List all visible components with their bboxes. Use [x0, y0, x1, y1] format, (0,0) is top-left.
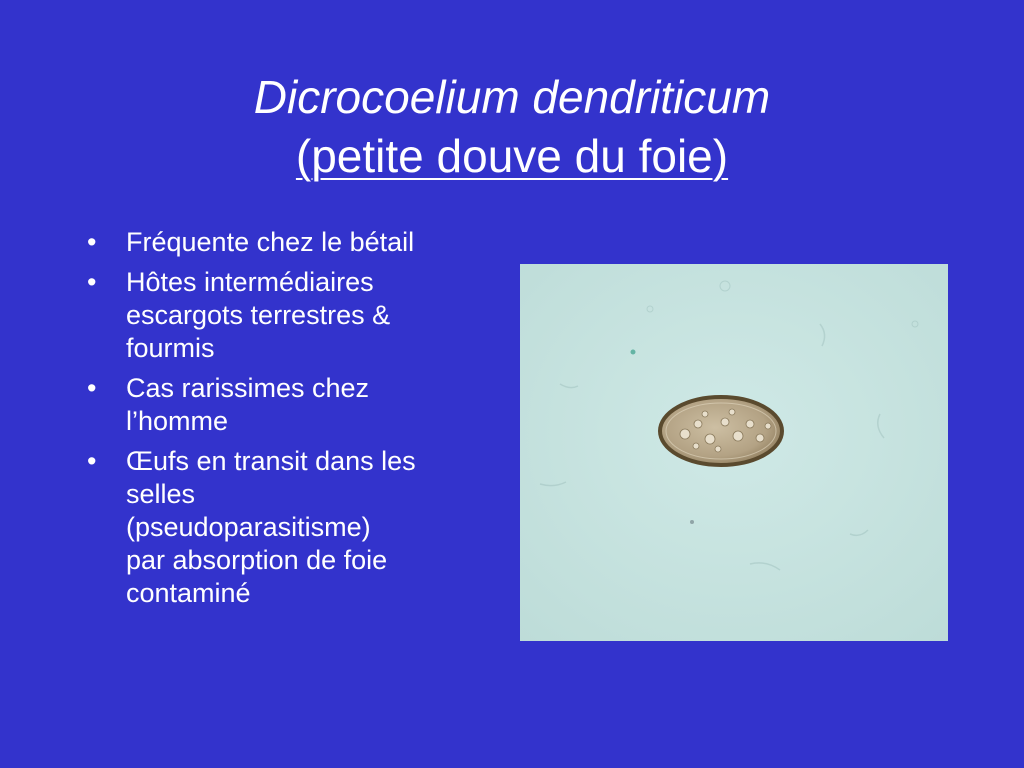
bullet-text: Œufs en transit dans les selles (pseudoparasitisme) par absorption de foie contaminé — [126, 446, 416, 608]
bullet-icon: • — [87, 267, 97, 297]
bullet-item — [87, 226, 507, 259]
parasite-egg — [660, 397, 782, 465]
bullet-item — [87, 372, 507, 438]
bullet-list — [87, 226, 507, 617]
bullet-item — [87, 266, 507, 365]
title-common-name: (petite douve du foie) — [295, 130, 729, 182]
bullet-text: Cas rarissimes chez l’homme — [126, 373, 370, 436]
bullet-icon: • — [87, 446, 97, 476]
bullet-text: Fréquente chez le bétail — [126, 227, 415, 257]
bullet-text: Hôtes intermédiaires escargots terrestres & fourmis — [126, 267, 391, 363]
bullet-icon: • — [87, 227, 97, 257]
bullet-item — [87, 445, 507, 610]
bullet-icon: • — [87, 373, 97, 403]
title-species-name: Dicrocoelium dendriticum — [253, 71, 771, 123]
slide-title — [0, 66, 1024, 184]
microscope-egg-image — [520, 264, 948, 641]
egg-micrograph-svg — [520, 264, 948, 641]
